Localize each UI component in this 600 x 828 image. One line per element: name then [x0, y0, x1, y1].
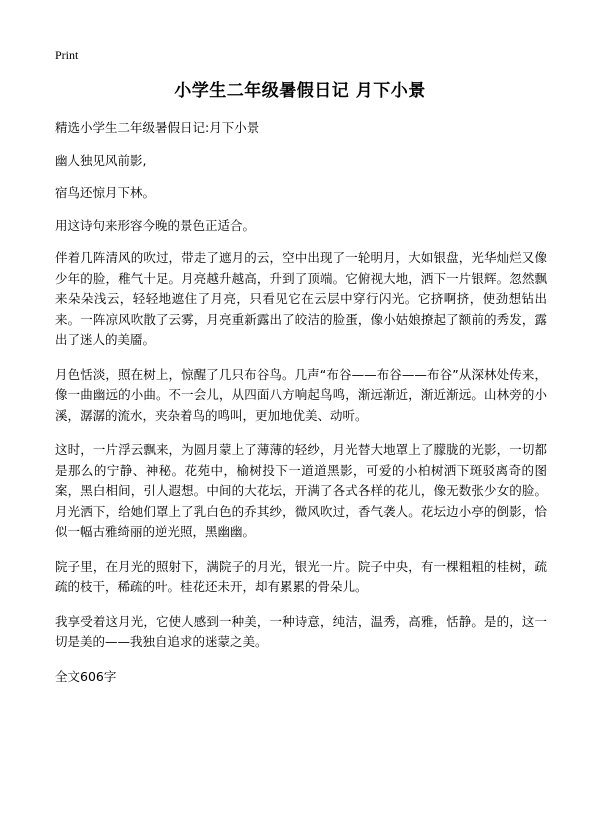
print-link[interactable]: Print	[55, 48, 79, 62]
article-subtitle: 精选小学生二年级暑假日记:月下小景	[55, 120, 260, 135]
paragraph-birds: 月色恬淡，照在树上，惊醒了几只布谷鸟。几声“布谷——布谷——布谷”从深林处传来，像一曲幽远的小曲。不一会儿，从四面八方响起鸟鸣，渐远渐近，渐近渐远。山林旁的小溪，潺潺的流水，夹杂着鸟的鸣叫，更加地优美、动听。	[55, 366, 547, 423]
poem-line-1: 幽人独见风前影,	[55, 152, 147, 168]
poem-line-2: 宿鸟还惊月下林。	[55, 185, 156, 200]
paragraph-moon: 伴着几阵清风的吹过，带走了遮月的云，空中出现了一轮明月，大如银盘，光华灿烂又像少年的脸，稚气十足。月亮越升越高，升到了顶端。它俯视大地，洒下一片银辉。忽然飘来朵朵浅云，轻轻地遮住了月亮，只看见它在云层中穿行闪光。它挤啊挤，使劲想钻出来。一阵凉风吹散了云雾，月亮重新露出了皎洁的脸蛋，像小姑娘撩起了额前的秀发，露出了迷人的美靥。	[55, 250, 547, 347]
paragraph-conclusion: 我享受着这月光，它使人感到一种美，一种诗意，纯洁，温秀，高雅，恬静。是的，这一切是美的——我独自追求的迷蒙之美。	[55, 613, 547, 649]
word-count: 全文606字	[55, 668, 117, 684]
article-title: 小学生二年级暑假日记 月下小景	[174, 81, 426, 101]
article-body	[55, 118, 547, 687]
intro-paragraph: 用这诗句来形容今晚的景色正适合。	[55, 217, 256, 233]
paragraph-garden: 这时，一片浮云飘来，为圆月蒙上了薄薄的轻纱，月光替大地罩上了朦胧的光影，一切都是那么的宁静、神秘。花苑中，榆树投下一道道黑影，可爱的小柏树洒下斑驳离奇的图案，黑白相间，引人遐想。中间的大花坛，开满了各式各样的花儿，像无数张少女的脸。月光洒下，给她们罩上了乳白色的乔其纱，微风吹过，香气袭人。花坛边小亭的倒影，恰似一幅古雅绮丽的逆光照，黑幽幽。	[55, 442, 547, 539]
paragraph-courtyard: 院子里，在月光的照射下，满院子的月光，银光一片。院子中央，有一棵粗粗的桂树，疏疏的枝干，稀疏的叶。桂花还未开，却有累累的骨朵儿。	[55, 558, 547, 594]
